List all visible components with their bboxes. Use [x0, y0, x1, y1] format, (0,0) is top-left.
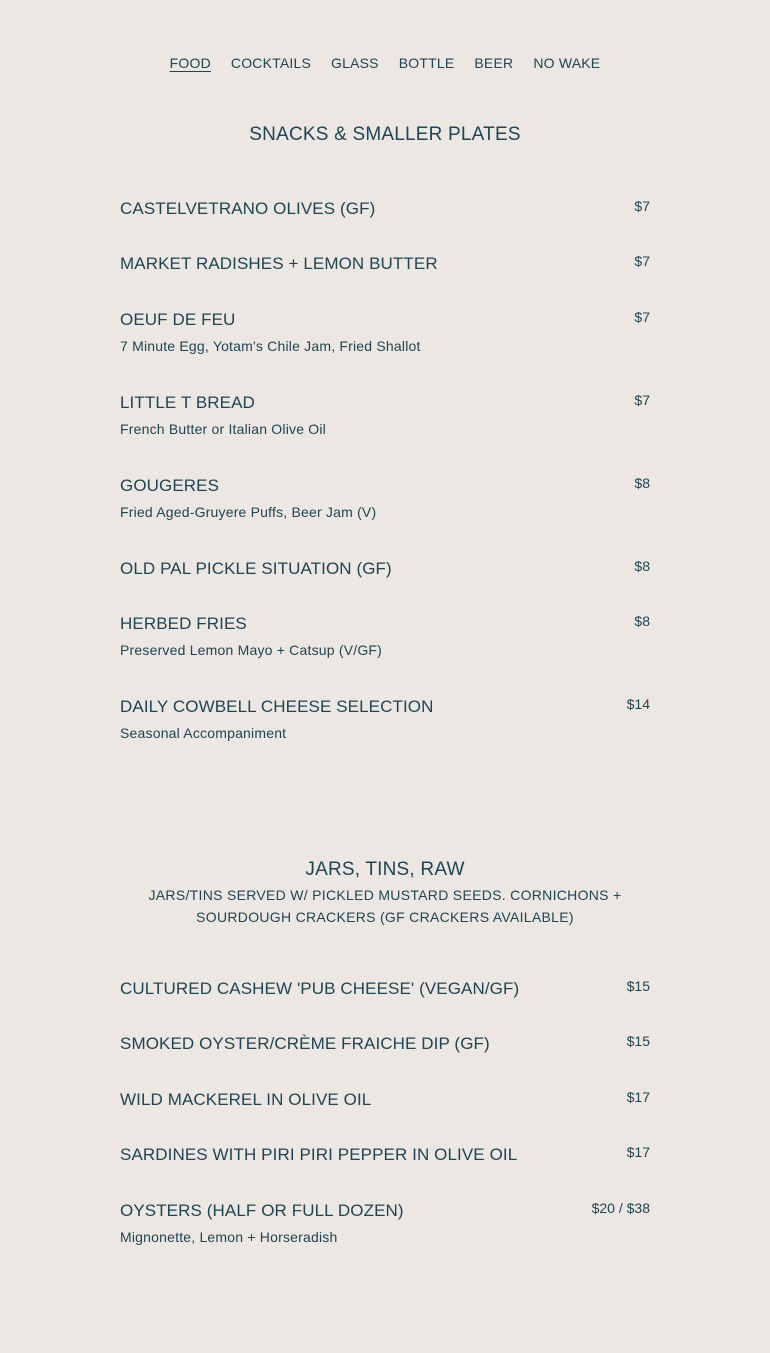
menu-item	[120, 1089, 650, 1111]
menu-item	[120, 978, 650, 1000]
menu-item-price: $17	[626, 1144, 650, 1160]
menu-item	[120, 198, 650, 220]
menu-item-name: CASTELVETRANO OLIVES (GF)	[120, 199, 376, 218]
menu-item-price: $7	[634, 392, 650, 408]
menu-item-price: $14	[626, 696, 650, 712]
menu-item-name: DAILY COWBELL CHEESE SELECTION	[120, 697, 434, 716]
section-title-snacks: SNACKS & SMALLER PLATES	[249, 124, 521, 145]
menu-item-price: $7	[634, 253, 650, 269]
nav-item-beer[interactable]: BEER	[474, 55, 514, 71]
menu-item-name: WILD MACKEREL IN OLIVE OIL	[120, 1090, 372, 1109]
menu-item-name: CULTURED CASHEW 'PUB CHEESE' (VEGAN/GF)	[120, 979, 520, 998]
menu-item	[120, 475, 650, 522]
menu-item	[120, 309, 650, 356]
section-title-jars-tins-raw: JARS, TINS, RAW	[305, 859, 465, 880]
menu-item-name: OEUF DE FEU	[120, 310, 236, 329]
menu-item-price: $15	[626, 1033, 650, 1049]
menu-item-description: 7 Minute Egg, Yotam's Chile Jam, Fried Shallot	[120, 338, 421, 354]
menu-item-name: LITTLE T BREAD	[120, 393, 255, 412]
nav-item-food[interactable]: FOOD	[169, 55, 211, 71]
nav-item-glass[interactable]: GLASS	[331, 55, 379, 71]
menu-item	[120, 1033, 650, 1055]
menu-item-price: $8	[634, 558, 650, 574]
nav-item-bottle[interactable]: BOTTLE	[398, 55, 455, 71]
menu-item-name: MARKET RADISHES + LEMON BUTTER	[120, 254, 438, 273]
menu-item-price: $17	[626, 1089, 650, 1105]
menu-item-name: SARDINES WITH PIRI PIRI PEPPER IN OLIVE OIL	[120, 1145, 518, 1164]
menu-item-description: Preserved Lemon Mayo + Catsup (V/GF)	[120, 642, 383, 658]
menu-item	[120, 558, 650, 580]
menu-item-price: $8	[634, 613, 650, 629]
menu-item-description: Mignonette, Lemon + Horseradish	[120, 1229, 338, 1245]
menu-item	[120, 392, 650, 439]
menu-item-name: GOUGERES	[120, 476, 220, 495]
section-subtitle: JARS/TINS SERVED W/ PICKLED MUSTARD SEEDS. CORNICHONS + SOURDOUGH CRACKERS (GF CRACKERS AVAILABLE)	[148, 887, 622, 925]
menu-item-name: SMOKED OYSTER/CRÈME FRAICHE DIP (GF)	[120, 1034, 490, 1053]
menu-item-price: $8	[634, 475, 650, 491]
menu-item	[120, 253, 650, 275]
menu-item-price: $7	[634, 309, 650, 325]
menu-item-name: HERBED FRIES	[120, 614, 247, 633]
menu-item-description: Seasonal Accompaniment	[120, 725, 287, 741]
menu-item	[120, 1144, 650, 1166]
nav-item-cocktails[interactable]: COCKTAILS	[230, 55, 312, 71]
menu-item-name: OYSTERS (HALF OR FULL DOZEN)	[120, 1201, 404, 1220]
menu-item-price: $7	[634, 198, 650, 214]
menu-item-price: $20 / $38	[591, 1200, 650, 1216]
nav-item-no-wake[interactable]: NO WAKE	[533, 55, 601, 71]
menu-item-description: Fried Aged-Gruyere Puffs, Beer Jam (V)	[120, 504, 377, 520]
menu-item	[120, 1200, 650, 1247]
menu-item-description: French Butter or Italian Olive Oil	[120, 421, 326, 437]
menu-item-price: $15	[626, 978, 650, 994]
menu-item	[120, 696, 650, 743]
menu-item-name: OLD PAL PICKLE SITUATION (GF)	[120, 559, 392, 578]
menu-item	[120, 613, 650, 660]
menu-category-nav	[0, 54, 770, 72]
